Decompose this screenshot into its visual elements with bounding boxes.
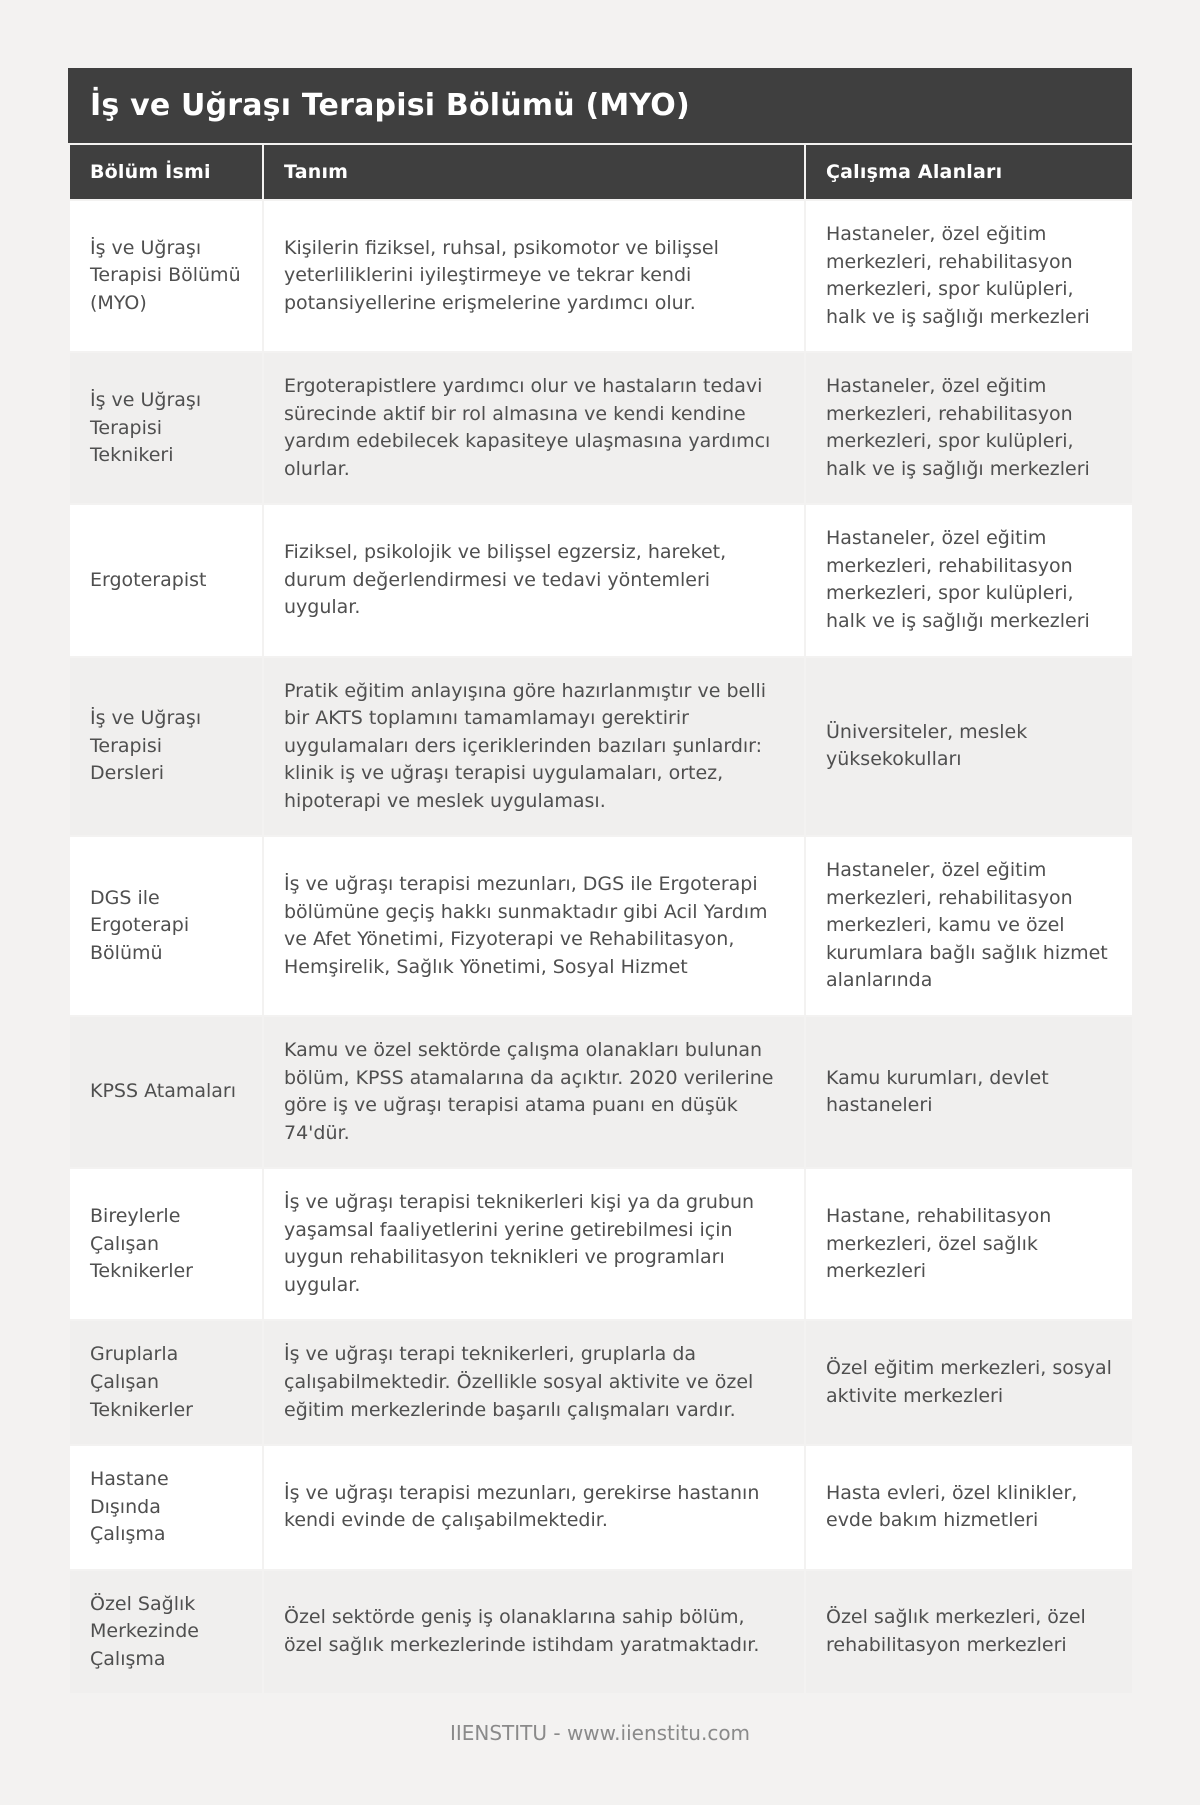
table-row <box>70 201 1132 351</box>
definition-cell: İş ve uğraşı terapisi mezunları, gerekirse hastanın kendi evinde de çalışabilmektedir. <box>264 1446 804 1569</box>
footer-credit: IIENSTITU - www.iienstitu.com <box>449 1721 751 1746</box>
department-name-cell: Ergoterapist <box>70 505 262 655</box>
page-title: İş ve Uğraşı Terapisi Bölümü (MYO) <box>68 68 1132 143</box>
department-name-cell: KPSS Atamaları <box>70 1017 262 1167</box>
definition-cell: Ergoterapistlere yardımcı olur ve hastaların tedavi sürecinde aktif bir rol almasına ve kendi kendine yardım edebilecek kapasiteye ulaşmasına yardımcı olurlar. <box>264 353 804 503</box>
areas-cell: Özel sağlık merkezleri, özel rehabilitasyon merkezleri <box>806 1571 1132 1694</box>
definition-cell: Fiziksel, psikolojik ve bilişsel egzersiz, hareket, durum değerlendirmesi ve tedavi yöntemleri uygular. <box>264 505 804 655</box>
department-name-cell: İş ve Uğraşı Terapisi Bölümü (MYO) <box>70 201 262 351</box>
table-body <box>70 201 1132 1693</box>
table-row <box>70 505 1132 655</box>
department-name-cell: İş ve Uğraşı Terapisi Teknikeri <box>70 353 262 503</box>
table-header-row <box>70 145 1132 199</box>
table-row <box>70 837 1132 1015</box>
areas-cell: Hastaneler, özel eğitim merkezleri, rehabilitasyon merkezleri, spor kulüpleri, halk ve iş sağlığı merkezleri <box>806 201 1132 351</box>
table-row <box>70 1446 1132 1569</box>
areas-cell: Kamu kurumları, devlet hastaneleri <box>806 1017 1132 1167</box>
areas-cell: Hastaneler, özel eğitim merkezleri, rehabilitasyon merkezleri, kamu ve özel kurumlara bağlı sağlık hizmet alanlarında <box>806 837 1132 1015</box>
table-header <box>70 145 1132 199</box>
areas-cell: Hastaneler, özel eğitim merkezleri, rehabilitasyon merkezleri, spor kulüpleri, halk ve iş sağlığı merkezleri <box>806 353 1132 503</box>
department-name-cell: Gruplarla Çalışan Teknikerler <box>70 1321 262 1444</box>
areas-cell: Hastane, rehabilitasyon merkezleri, özel sağlık merkezleri <box>806 1169 1132 1319</box>
definition-cell: İş ve uğraşı terapisi mezunları, DGS ile Ergoterapi bölümüne geçiş hakkı sunmaktadır gibi Acil Yardım ve Afet Yönetimi, Fizyoterapi ve Rehabilitasyon, Hemşirelik, Sağlık Yönetimi, Sosyal Hizmet <box>264 837 804 1015</box>
areas-cell: Hasta evleri, özel klinikler, evde bakım hizmetleri <box>806 1446 1132 1569</box>
definition-cell: Kişilerin fiziksel, ruhsal, psikomotor ve bilişsel yeterliliklerini iyileştirmeye ve tekrar kendi potansiyellerine erişmelerine yardımcı olur. <box>264 201 804 351</box>
department-name-cell: Hastane Dışında Çalışma <box>70 1446 262 1569</box>
department-table <box>68 143 1134 1695</box>
areas-cell: Üniversiteler, meslek yüksekokulları <box>806 658 1132 836</box>
definition-cell: İş ve uğraşı terapisi teknikerleri kişi ya da grubun yaşamsal faaliyetlerini yerine getirebilmesi için uygun rehabilitasyon teknikleri ve programları uygular. <box>264 1169 804 1319</box>
table-row <box>70 658 1132 836</box>
table-row <box>70 353 1132 503</box>
areas-cell: Özel eğitim merkezleri, sosyal aktivite merkezleri <box>806 1321 1132 1444</box>
table-row <box>70 1169 1132 1319</box>
column-header-tanim: Tanım <box>264 145 804 199</box>
table-row <box>70 1017 1132 1167</box>
definition-cell: Pratik eğitim anlayışına göre hazırlanmıştır ve belli bir AKTS toplamını tamamlamayı gerektirir uygulamaları ders içeriklerinden bazıları şunlardır: klinik iş ve uğraşı terapisi uygulamaları, ortez, hipoterapi ve meslek uygulaması. <box>264 658 804 836</box>
areas-cell: Hastaneler, özel eğitim merkezleri, rehabilitasyon merkezleri, spor kulüpleri, halk ve iş sağlığı merkezleri <box>806 505 1132 655</box>
definition-cell: Kamu ve özel sektörde çalışma olanakları bulunan bölüm, KPSS atamalarına da açıktır. 2020 verilerine göre iş ve uğraşı terapisi atama puanı en düşük 74'dür. <box>264 1017 804 1167</box>
table-row <box>70 1321 1132 1444</box>
column-header-calisma-alanlari: Çalışma Alanları <box>806 145 1132 199</box>
page-container <box>68 0 1132 1805</box>
definition-cell: Özel sektörde geniş iş olanaklarına sahip bölüm, özel sağlık merkezlerinde istihdam yaratmaktadır. <box>264 1571 804 1694</box>
department-name-cell: Bireylerle Çalışan Teknikerler <box>70 1169 262 1319</box>
department-name-cell: İş ve Uğraşı Terapisi Dersleri <box>70 658 262 836</box>
definition-cell: İş ve uğraşı terapi teknikerleri, gruplarla da çalışabilmektedir. Özellikle sosyal aktivite ve özel eğitim merkezlerinde başarılı çalışmaları vardır. <box>264 1321 804 1444</box>
department-name-cell: DGS ile Ergoterapi Bölümü <box>70 837 262 1015</box>
column-header-bolum-ismi: Bölüm İsmi <box>70 145 262 199</box>
department-name-cell: Özel Sağlık Merkezinde Çalışma <box>70 1571 262 1694</box>
